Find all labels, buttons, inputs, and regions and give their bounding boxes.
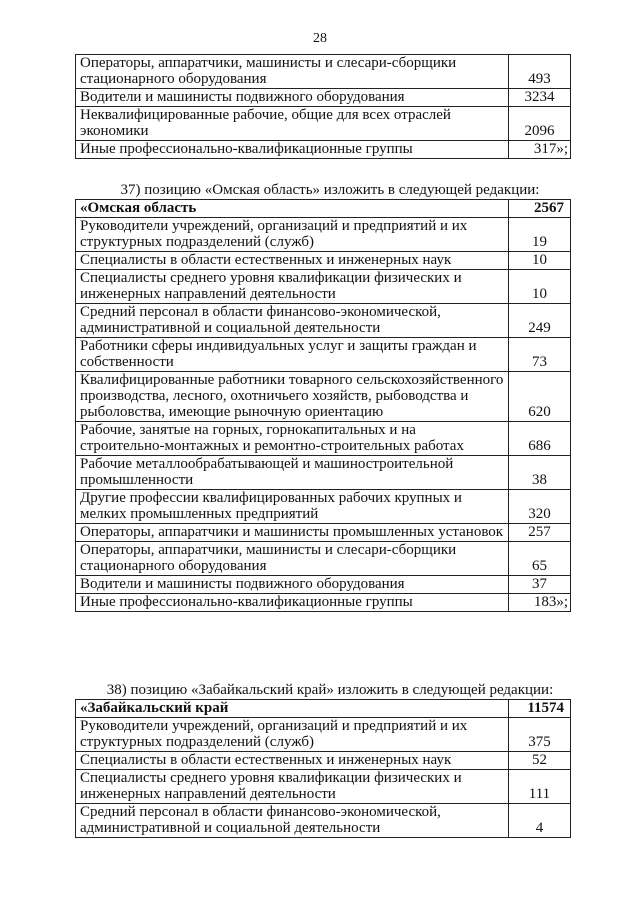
row-value: 10 bbox=[509, 252, 571, 270]
table-row bbox=[76, 372, 571, 422]
row-value: 52 bbox=[509, 752, 571, 770]
row-value: 111 bbox=[509, 770, 571, 804]
table-header-row bbox=[76, 200, 571, 218]
row-label: Специалисты среднего уровня квалификации физических и инженерных направлений деятельности bbox=[76, 270, 509, 304]
section-37-intro: 37) позицию «Омская область» изложить в следующей редакции: bbox=[120, 182, 540, 198]
row-value: 493 bbox=[509, 55, 571, 89]
row-value: 320 bbox=[509, 490, 571, 524]
row-label: Иные профессионально-квалификационные группы bbox=[76, 594, 509, 612]
table-row bbox=[76, 422, 571, 456]
table-row bbox=[76, 89, 571, 107]
table-row bbox=[76, 304, 571, 338]
row-value: 686 bbox=[509, 422, 571, 456]
row-value: 37 bbox=[509, 576, 571, 594]
table-row bbox=[76, 218, 571, 252]
row-label: Специалисты в области естественных и инженерных наук bbox=[76, 752, 509, 770]
table-row bbox=[76, 804, 571, 838]
omsk-region-table bbox=[75, 199, 571, 612]
row-label: Руководители учреждений, организаций и предприятий и их структурных подразделений (служб) bbox=[76, 718, 509, 752]
row-value: 317»; bbox=[509, 141, 571, 159]
table-row bbox=[76, 141, 571, 159]
zabaikalsky-region-table bbox=[75, 699, 571, 838]
row-label: Работники сферы индивидуальных услуг и защиты граждан и собственности bbox=[76, 338, 509, 372]
region-total: 11574 bbox=[509, 700, 571, 718]
row-value: 10 bbox=[509, 270, 571, 304]
row-label: Операторы, аппаратчики и машинисты промышленных установок bbox=[76, 524, 509, 542]
row-label: Водители и машинисты подвижного оборудования bbox=[76, 576, 509, 594]
row-label: Неквалифицированные рабочие, общие для всех отраслей экономики bbox=[76, 107, 509, 141]
row-value: 257 bbox=[509, 524, 571, 542]
row-label: Квалифицированные работники товарного сельскохозяйственного производства, лесного, охотничьего хозяйств, рыбоводства и рыболовства, имеющие рыночную ориентацию bbox=[76, 372, 509, 422]
row-label: Другие профессии квалифицированных рабочих крупных и мелких промышленных предприятий bbox=[76, 490, 509, 524]
row-value: 4 bbox=[509, 804, 571, 838]
region-name: «Забайкальский край bbox=[76, 700, 509, 718]
table-row bbox=[76, 524, 571, 542]
region-name: «Омская область bbox=[76, 200, 509, 218]
table-row bbox=[76, 490, 571, 524]
row-label: Операторы, аппаратчики, машинисты и слесари-сборщики стационарного оборудования bbox=[76, 55, 509, 89]
table-row bbox=[76, 252, 571, 270]
row-label: Рабочие металлообрабатывающей и машиностроительной промышленности bbox=[76, 456, 509, 490]
row-value: 65 bbox=[509, 542, 571, 576]
row-label: Специалисты в области естественных и инженерных наук bbox=[76, 252, 509, 270]
table-header-row bbox=[76, 700, 571, 718]
table-row bbox=[76, 107, 571, 141]
table-row bbox=[76, 456, 571, 490]
page-number: 28 bbox=[313, 31, 327, 46]
table-row bbox=[76, 270, 571, 304]
region-total: 2567 bbox=[509, 200, 571, 218]
table-row bbox=[76, 576, 571, 594]
row-value: 19 bbox=[509, 218, 571, 252]
section-38-intro: 38) позицию «Забайкальский край» изложить в следующей редакции: bbox=[106, 682, 554, 698]
row-label: Водители и машинисты подвижного оборудования bbox=[76, 89, 509, 107]
table-row bbox=[76, 55, 571, 89]
continued-table bbox=[75, 54, 571, 159]
row-value: 620 bbox=[509, 372, 571, 422]
table-row bbox=[76, 338, 571, 372]
row-label: Операторы, аппаратчики, машинисты и слесари-сборщики стационарного оборудования bbox=[76, 542, 509, 576]
row-value: 3234 bbox=[509, 89, 571, 107]
table-row bbox=[76, 542, 571, 576]
row-label: Руководители учреждений, организаций и предприятий и их структурных подразделений (служб) bbox=[76, 218, 509, 252]
row-label: Специалисты среднего уровня квалификации физических и инженерных направлений деятельности bbox=[76, 770, 509, 804]
table-row bbox=[76, 752, 571, 770]
table-row bbox=[76, 770, 571, 804]
row-value: 2096 bbox=[509, 107, 571, 141]
row-label: Иные профессионально-квалификационные группы bbox=[76, 141, 509, 159]
table-row bbox=[76, 594, 571, 612]
row-label: Рабочие, занятые на горных, горнокапитальных и на строительно-монтажных и ремонтно-строительных работах bbox=[76, 422, 509, 456]
row-value: 183»; bbox=[509, 594, 571, 612]
row-value: 38 bbox=[509, 456, 571, 490]
table-row bbox=[76, 718, 571, 752]
row-label: Средний персонал в области финансово-экономической, административной и социальной деятельности bbox=[76, 804, 509, 838]
row-value: 249 bbox=[509, 304, 571, 338]
row-value: 73 bbox=[509, 338, 571, 372]
row-label: Средний персонал в области финансово-экономической, административной и социальной деятельности bbox=[76, 304, 509, 338]
row-value: 375 bbox=[509, 718, 571, 752]
